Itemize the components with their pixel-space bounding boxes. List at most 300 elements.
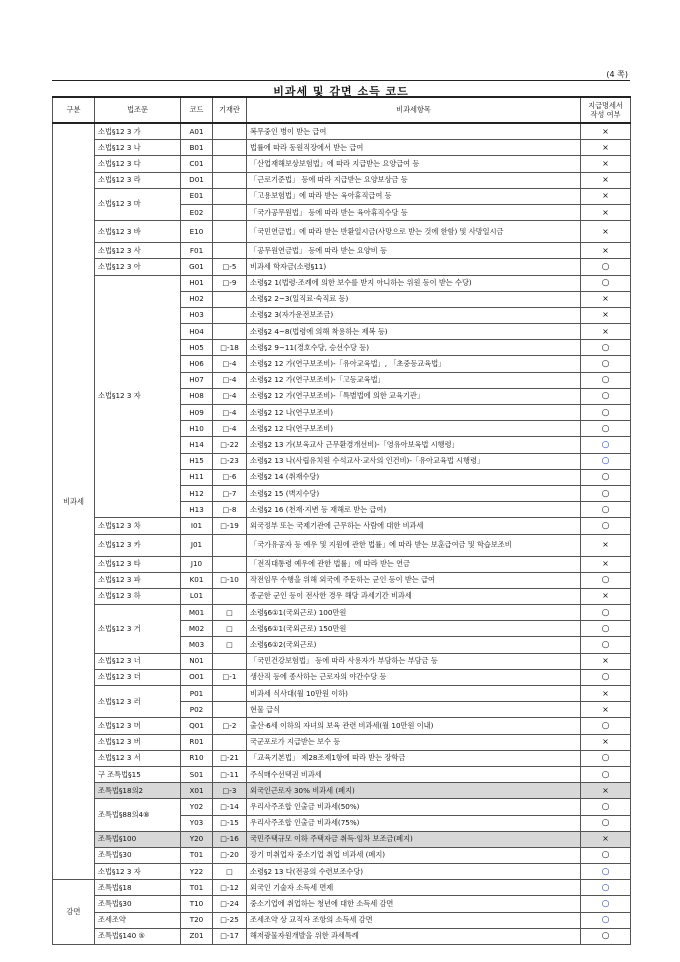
law-cell: 조특법§18 — [95, 880, 181, 896]
cross-mark-icon: × — [602, 559, 609, 569]
item-cell: 소령§2 13 가(보육교사 근무환경개선비)-「영유아보육법 시행령」 — [247, 437, 581, 453]
circle-mark-icon: ○ — [601, 866, 610, 877]
code-cell: G01 — [181, 259, 213, 275]
table-row — [53, 123, 631, 140]
entry-cell: □-22 — [213, 437, 247, 453]
code-cell: Y03 — [181, 815, 213, 831]
item-cell: 소령§2 12 나(연구보조비) — [247, 405, 581, 421]
entry-cell: □-20 — [213, 847, 247, 863]
table-row — [53, 188, 631, 204]
statement-cell — [581, 766, 631, 782]
item-cell: 조세조약 상 교직자 조항의 소득세 감면 — [247, 912, 581, 928]
cross-mark-icon: × — [602, 245, 609, 255]
code-cell: K01 — [181, 572, 213, 588]
law-cell: 소법§12 3 바 — [95, 221, 181, 243]
table-row — [53, 831, 631, 847]
entry-cell — [213, 588, 247, 604]
entry-cell — [213, 188, 247, 204]
circle-mark-icon: ○ — [601, 520, 610, 531]
item-cell: 장기 미취업자 중소기업 취업 비과세 (폐지) — [247, 847, 581, 863]
code-cell: F01 — [181, 243, 213, 259]
code-cell: L01 — [181, 588, 213, 604]
item-cell: 「공무원연금법」 등에 따라 받는 요양비 등 — [247, 243, 581, 259]
entry-cell: □-24 — [213, 896, 247, 912]
item-cell: 「산업재해보상보험법」에 따라 지급받는 요양급여 등 — [247, 156, 581, 172]
entry-cell: □-4 — [213, 421, 247, 437]
code-cell: A01 — [181, 123, 213, 140]
entry-cell: □-6 — [213, 469, 247, 485]
statement-cell — [581, 653, 631, 669]
law-cell: 조세조약 — [95, 912, 181, 928]
code-cell: P02 — [181, 702, 213, 718]
entry-cell — [213, 686, 247, 702]
entry-cell: □-15 — [213, 815, 247, 831]
table-row — [53, 928, 631, 944]
header-category: 구분 — [53, 97, 95, 123]
entry-cell — [213, 123, 247, 140]
statement-cell — [581, 556, 631, 572]
circle-mark-icon: ○ — [601, 899, 610, 910]
item-cell: 소령§6①1(국외근로) 150만원 — [247, 621, 581, 637]
entry-cell: □-4 — [213, 372, 247, 388]
code-cell: H09 — [181, 405, 213, 421]
law-cell: 소법§12 3 거 — [95, 605, 181, 654]
law-cell: 구 조특법§15 — [95, 766, 181, 782]
circle-mark-icon: ○ — [601, 915, 610, 926]
entry-cell: □-2 — [213, 718, 247, 734]
code-cell: H06 — [181, 356, 213, 372]
law-cell: 소법§12 3 라 — [95, 172, 181, 188]
category-cell: 비과세 — [53, 123, 95, 880]
table-row — [53, 847, 631, 863]
item-cell: 소령§2 16 (천재·지변 등 재해로 받는 급여) — [247, 502, 581, 518]
entry-cell: □-11 — [213, 766, 247, 782]
table-row — [53, 766, 631, 782]
statement-cell — [581, 204, 631, 220]
statement-cell — [581, 405, 631, 421]
entry-cell: □-8 — [213, 502, 247, 518]
header-statement: 지급명세서 작성 여부 — [581, 97, 631, 123]
entry-cell: □-21 — [213, 750, 247, 766]
circle-mark-icon: ○ — [601, 439, 610, 450]
entry-cell: □ — [213, 637, 247, 653]
code-cell: J01 — [181, 534, 213, 556]
law-cell: 소법§12 3 버 — [95, 734, 181, 750]
item-cell: 「고용보험법」에 따라 받는 육아휴직급여 등 — [247, 188, 581, 204]
statement-cell — [581, 259, 631, 275]
code-cell: H15 — [181, 453, 213, 469]
entry-cell — [213, 204, 247, 220]
item-cell: 소령§2 15 (벽지수당) — [247, 485, 581, 501]
item-cell: 국민주택규모 이하 주택자금 취득·임차 보조금(폐지) — [247, 831, 581, 847]
table-row — [53, 518, 631, 534]
statement-cell — [581, 437, 631, 453]
statement-cell — [581, 221, 631, 243]
law-cell: 소법§12 3 다 — [95, 156, 181, 172]
entry-cell — [213, 307, 247, 323]
statement-cell — [581, 702, 631, 718]
entry-cell — [213, 653, 247, 669]
code-cell: T20 — [181, 912, 213, 928]
statement-cell — [581, 896, 631, 912]
entry-cell: □-10 — [213, 572, 247, 588]
item-cell: 소령§6①1(국외근로) 100만원 — [247, 605, 581, 621]
law-cell: 조특법§140 ⑤ — [95, 928, 181, 944]
code-cell: Y22 — [181, 864, 213, 880]
law-cell: 소법§12 3 나 — [95, 140, 181, 156]
entry-cell — [213, 140, 247, 156]
item-cell: 소령§2 13 다(전공의 수련보조수당) — [247, 864, 581, 880]
law-cell: 소법§12 3 서 — [95, 750, 181, 766]
item-cell: 소령§2 2~3(일직료·숙직료 등) — [247, 291, 581, 307]
circle-mark-icon: ○ — [601, 818, 610, 829]
law-cell: 소법§12 3 더 — [95, 669, 181, 685]
item-cell: 소령§2 12 가(연구보조비)-「특별법에 의한 교육기관」 — [247, 388, 581, 404]
item-cell: 「근로기준법」 등에 따라 지급받는 요양보상금 등 — [247, 172, 581, 188]
entry-cell — [213, 156, 247, 172]
cross-mark-icon: × — [602, 540, 609, 549]
tax-code-table — [52, 96, 631, 945]
table-row — [53, 172, 631, 188]
table-row — [53, 734, 631, 750]
statement-cell — [581, 243, 631, 259]
statement-cell — [581, 750, 631, 766]
item-cell: 현물 급식 — [247, 702, 581, 718]
table-row — [53, 275, 631, 291]
circle-mark-icon: ○ — [601, 391, 610, 402]
code-cell: H12 — [181, 485, 213, 501]
table-row — [53, 605, 631, 621]
code-cell: Q01 — [181, 718, 213, 734]
law-cell: 소법§12 3 가 — [95, 123, 181, 140]
code-cell: M03 — [181, 637, 213, 653]
code-cell: Y20 — [181, 831, 213, 847]
item-cell: 주식매수선택권 비과세 — [247, 766, 581, 782]
statement-cell — [581, 140, 631, 156]
statement-cell — [581, 864, 631, 880]
circle-mark-icon: ○ — [601, 882, 610, 893]
entry-cell: □-19 — [213, 518, 247, 534]
statement-cell — [581, 324, 631, 340]
cross-mark-icon: × — [602, 294, 609, 304]
code-cell: E01 — [181, 188, 213, 204]
cross-mark-icon: × — [602, 207, 609, 217]
code-cell: C01 — [181, 156, 213, 172]
item-cell: 소령§6①2(국외근로) — [247, 637, 581, 653]
item-cell: 작전임무 수행을 위해 외국에 주둔하는 군인 등이 받는 급여 — [247, 572, 581, 588]
item-cell: 소령§2 13 나(사립유치원 수석교사·교사의 인건비)-「유아교육법 시행령」 — [247, 453, 581, 469]
code-cell: H08 — [181, 388, 213, 404]
entry-cell: □-25 — [213, 912, 247, 928]
item-cell: 외국인근로자 30% 비과세 (폐지) — [247, 783, 581, 799]
item-cell: 비과세 학자금(소령§11) — [247, 259, 581, 275]
cross-mark-icon: × — [602, 326, 609, 336]
code-cell: X01 — [181, 783, 213, 799]
circle-mark-icon: ○ — [601, 769, 610, 780]
item-cell: 소령§2 14 (취재수당) — [247, 469, 581, 485]
circle-mark-icon: ○ — [601, 504, 610, 515]
entry-cell: □-18 — [213, 340, 247, 356]
entry-cell — [213, 172, 247, 188]
statement-cell — [581, 831, 631, 847]
law-cell: 소법§12 3 차 — [95, 518, 181, 534]
cross-mark-icon: × — [602, 142, 609, 152]
circle-mark-icon: ○ — [601, 359, 610, 370]
statement-cell — [581, 421, 631, 437]
law-cell: 조특법§18의2 — [95, 783, 181, 799]
table-row — [53, 669, 631, 685]
code-cell: B01 — [181, 140, 213, 156]
table-row — [53, 799, 631, 815]
cross-mark-icon: × — [602, 704, 609, 714]
table-header-row — [53, 97, 631, 123]
cross-mark-icon: × — [602, 656, 609, 666]
table-row — [53, 243, 631, 259]
circle-mark-icon: ○ — [601, 753, 610, 764]
page-number: (4 쪽) — [606, 70, 628, 79]
code-cell: T01 — [181, 847, 213, 863]
item-cell: 우리사주조합 인출금 비과세(50%) — [247, 799, 581, 815]
code-cell: E10 — [181, 221, 213, 243]
entry-cell: □-14 — [213, 799, 247, 815]
item-cell: 외국정부 또는 국제기관에 근무하는 사람에 대한 비과세 — [247, 518, 581, 534]
code-cell: P01 — [181, 686, 213, 702]
code-cell: H07 — [181, 372, 213, 388]
entry-cell — [213, 243, 247, 259]
item-cell: 소령§2 1(법령·조례에 의한 보수를 받지 아니하는 위원 등이 받는 수당) — [247, 275, 581, 291]
circle-mark-icon: ○ — [601, 472, 610, 483]
table-row — [53, 572, 631, 588]
entry-cell: □-5 — [213, 259, 247, 275]
item-cell: 「전직대통령 예우에 관한 법률」에 따라 받는 연금 — [247, 556, 581, 572]
entry-cell: □-7 — [213, 485, 247, 501]
law-cell: 소법§12 3 아 — [95, 259, 181, 275]
law-cell: 소법§12 3 카 — [95, 534, 181, 556]
code-cell: H03 — [181, 307, 213, 323]
item-cell: 우리사주조합 인출금 비과세(75%) — [247, 815, 581, 831]
table-row — [53, 912, 631, 928]
circle-mark-icon: ○ — [601, 801, 610, 812]
item-cell: 소령§2 12 가(연구보조비)-「유아교육법」, 「초중등교육법」 — [247, 356, 581, 372]
circle-mark-icon: ○ — [601, 623, 610, 634]
circle-mark-icon: ○ — [601, 278, 610, 289]
circle-mark-icon: ○ — [601, 720, 610, 731]
statement-cell — [581, 123, 631, 140]
code-cell: H11 — [181, 469, 213, 485]
entry-cell: □ — [213, 864, 247, 880]
statement-cell — [581, 783, 631, 799]
statement-cell — [581, 534, 631, 556]
entry-cell — [213, 221, 247, 243]
table-row — [53, 259, 631, 275]
statement-cell — [581, 572, 631, 588]
header-code: 코드 — [181, 97, 213, 123]
circle-mark-icon: ○ — [601, 575, 610, 586]
table-row — [53, 588, 631, 604]
item-cell: 소령§2 4~8(법령에 의해 착용하는 제복 등) — [247, 324, 581, 340]
code-cell: T01 — [181, 880, 213, 896]
law-cell: 조특법§30 — [95, 896, 181, 912]
table-row — [53, 140, 631, 156]
code-cell: H14 — [181, 437, 213, 453]
statement-cell — [581, 188, 631, 204]
table-row — [53, 686, 631, 702]
item-cell: 소령§2 12 가(연구보조비)-「고등교육법」 — [247, 372, 581, 388]
code-cell: H05 — [181, 340, 213, 356]
code-cell: T10 — [181, 896, 213, 912]
header-entry: 기재란 — [213, 97, 247, 123]
table-row — [53, 718, 631, 734]
statement-cell — [581, 621, 631, 637]
cross-mark-icon: × — [602, 834, 609, 844]
law-cell: 소법§12 3 하 — [95, 588, 181, 604]
statement-cell — [581, 605, 631, 621]
item-cell: 소령§2 12 다(연구보조비) — [247, 421, 581, 437]
item-cell: 외국인 기술자 소득세 면제 — [247, 880, 581, 896]
statement-cell — [581, 156, 631, 172]
item-cell: 법률에 따라 동원직장에서 받는 급여 — [247, 140, 581, 156]
circle-mark-icon: ○ — [601, 456, 610, 467]
law-cell: 소법§12 3 머 — [95, 718, 181, 734]
code-cell: H10 — [181, 421, 213, 437]
statement-cell — [581, 912, 631, 928]
code-cell: H13 — [181, 502, 213, 518]
entry-cell — [213, 734, 247, 750]
entry-cell — [213, 534, 247, 556]
circle-mark-icon: ○ — [601, 342, 610, 353]
category-cell: 감면 — [53, 880, 95, 945]
item-cell: 국군포로가 지급받는 보수 등 — [247, 734, 581, 750]
statement-cell — [581, 372, 631, 388]
statement-cell — [581, 388, 631, 404]
law-cell: 소법§12 3 마 — [95, 188, 181, 220]
statement-cell — [581, 340, 631, 356]
entry-cell — [213, 556, 247, 572]
code-cell: R10 — [181, 750, 213, 766]
circle-mark-icon: ○ — [601, 375, 610, 386]
cross-mark-icon: × — [602, 591, 609, 601]
cross-mark-icon: × — [602, 785, 609, 795]
statement-cell — [581, 291, 631, 307]
statement-cell — [581, 686, 631, 702]
table-title: 비과세 및 감면 소득 코드 — [52, 80, 630, 95]
entry-cell: □-4 — [213, 388, 247, 404]
statement-cell — [581, 502, 631, 518]
cross-mark-icon: × — [602, 310, 609, 320]
statement-cell — [581, 799, 631, 815]
circle-mark-icon: ○ — [601, 261, 610, 272]
code-cell: R01 — [181, 734, 213, 750]
circle-mark-icon: ○ — [601, 931, 610, 942]
law-cell: 소법§12 3 타 — [95, 556, 181, 572]
statement-cell — [581, 275, 631, 291]
entry-cell: □-9 — [213, 275, 247, 291]
item-cell: 생산직 등에 종사하는 근로자의 야간수당 등 — [247, 669, 581, 685]
table-row — [53, 534, 631, 556]
circle-mark-icon: ○ — [601, 488, 610, 499]
statement-cell — [581, 485, 631, 501]
statement-cell — [581, 815, 631, 831]
statement-cell — [581, 453, 631, 469]
statement-cell — [581, 518, 631, 534]
item-cell: 해저광물자원개발을 위한 과세특례 — [247, 928, 581, 944]
entry-cell: □-4 — [213, 356, 247, 372]
table-row — [53, 653, 631, 669]
item-cell: 「국가유공자 등 예우 및 지원에 관한 법률」에 따라 받는 보훈급여금 및 학습보조비 — [247, 534, 581, 556]
table-row — [53, 880, 631, 896]
table-row — [53, 556, 631, 572]
item-cell: 「국민건강보험법」 등에 따라 사용자가 부담하는 부담금 등 — [247, 653, 581, 669]
item-cell: 종군한 군인 등이 전사한 경우 해당 과세기간 비과세 — [247, 588, 581, 604]
statement-cell — [581, 718, 631, 734]
code-cell: E02 — [181, 204, 213, 220]
code-cell: H02 — [181, 291, 213, 307]
item-cell: 비과세 식사대(월 10만원 이하) — [247, 686, 581, 702]
statement-cell — [581, 356, 631, 372]
table-row — [53, 783, 631, 799]
table-row — [53, 750, 631, 766]
statement-cell — [581, 880, 631, 896]
table-row — [53, 896, 631, 912]
law-cell: 소법§12 3 자 — [95, 275, 181, 518]
item-cell: 소령§2 9~11(경호수당, 승선수당 등) — [247, 340, 581, 356]
item-cell: 중소기업에 취업하는 청년에 대한 소득세 감면 — [247, 896, 581, 912]
cross-mark-icon: × — [602, 737, 609, 747]
statement-cell — [581, 928, 631, 944]
code-cell: M01 — [181, 605, 213, 621]
code-cell: O01 — [181, 669, 213, 685]
code-cell: D01 — [181, 172, 213, 188]
entry-cell — [213, 324, 247, 340]
statement-cell — [581, 637, 631, 653]
code-cell: Z01 — [181, 928, 213, 944]
code-cell: J10 — [181, 556, 213, 572]
statement-cell — [581, 847, 631, 863]
statement-cell — [581, 669, 631, 685]
cross-mark-icon: × — [602, 175, 609, 185]
item-cell: 출산·6세 이하의 자녀의 보육 관련 비과세(월 10만원 이내) — [247, 718, 581, 734]
circle-mark-icon: ○ — [601, 607, 610, 618]
law-cell: 소법§12 3 러 — [95, 686, 181, 718]
circle-mark-icon: ○ — [601, 850, 610, 861]
circle-mark-icon: ○ — [601, 423, 610, 434]
entry-cell: □-23 — [213, 453, 247, 469]
law-cell: 소법§12 3 사 — [95, 243, 181, 259]
code-cell: S01 — [181, 766, 213, 782]
code-cell: I01 — [181, 518, 213, 534]
circle-mark-icon: ○ — [601, 407, 610, 418]
header-item: 비과세항목 — [247, 97, 581, 123]
item-cell: 소령§2 3(자가운전보조금) — [247, 307, 581, 323]
circle-mark-icon: ○ — [601, 672, 610, 683]
entry-cell: □-4 — [213, 405, 247, 421]
table-row — [53, 156, 631, 172]
code-cell: H04 — [181, 324, 213, 340]
circle-mark-icon: ○ — [601, 640, 610, 651]
item-cell: 「국가공무원법」 등에 따라 받는 육아휴직수당 등 — [247, 204, 581, 220]
entry-cell — [213, 291, 247, 307]
entry-cell: □-16 — [213, 831, 247, 847]
law-cell: 소법§12 3 파 — [95, 572, 181, 588]
cross-mark-icon: × — [602, 158, 609, 168]
law-cell: 조특법§30 — [95, 847, 181, 863]
entry-cell: □-1 — [213, 669, 247, 685]
item-cell: 「국민연금법」에 따라 받는 반환일시금(사망으로 받는 것에 한함) 및 사망일시금 — [247, 221, 581, 243]
law-cell: 조특법§88의4⑧ — [95, 799, 181, 831]
entry-cell — [213, 702, 247, 718]
cross-mark-icon: × — [602, 688, 609, 698]
law-cell: 소법§12 3 너 — [95, 653, 181, 669]
